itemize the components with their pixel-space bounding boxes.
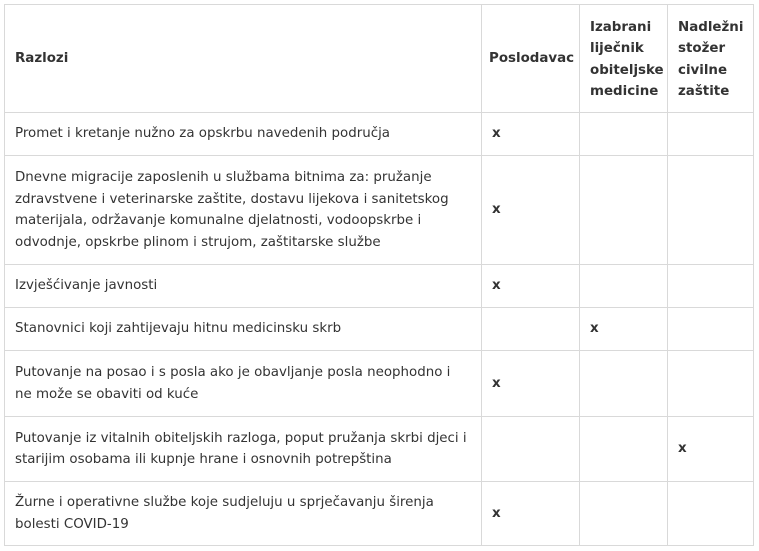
stozer-cell xyxy=(668,113,754,156)
reason-cell: Izvješćivanje javnosti xyxy=(5,265,482,308)
table-row xyxy=(5,417,754,482)
lijecnik-cell xyxy=(580,482,668,546)
table-row xyxy=(5,482,754,546)
header-row xyxy=(5,5,754,113)
stozer-cell xyxy=(668,265,754,308)
lijecnik-cell xyxy=(580,351,668,417)
stozer-cell xyxy=(668,482,754,546)
header-poslodavac: Poslodavac xyxy=(482,5,580,113)
table-row xyxy=(5,351,754,417)
stozer-cell xyxy=(668,351,754,417)
poslodavac-cell: x xyxy=(482,482,580,546)
header-razlozi: Razlozi xyxy=(5,5,482,113)
poslodavac-cell xyxy=(482,308,580,351)
poslodavac-cell: x xyxy=(482,351,580,417)
stozer-cell xyxy=(668,308,754,351)
reason-cell: Žurne i operativne službe koje sudjeluju u sprječavanju širenja bolesti COVID-19 xyxy=(5,482,482,546)
reason-cell: Putovanje iz vitalnih obiteljskih razloga, poput pružanja skrbi djeci i starijim osobama ili kupnje hrane i osnovnih potrepština xyxy=(5,417,482,482)
poslodavac-cell: x xyxy=(482,113,580,156)
table-row xyxy=(5,156,754,265)
table-row xyxy=(5,308,754,351)
lijecnik-cell xyxy=(580,156,668,265)
reason-cell: Stanovnici koji zahtijevaju hitnu medicinsku skrb xyxy=(5,308,482,351)
header-stozer: Nadležni stožer civilne zaštite xyxy=(668,5,754,113)
poslodavac-cell xyxy=(482,417,580,482)
lijecnik-cell xyxy=(580,265,668,308)
reason-cell: Promet i kretanje nužno za opskrbu navedenih područja xyxy=(5,113,482,156)
table-row xyxy=(5,113,754,156)
lijecnik-cell xyxy=(580,417,668,482)
lijecnik-cell: x xyxy=(580,308,668,351)
lijecnik-cell xyxy=(580,113,668,156)
table-row xyxy=(5,265,754,308)
poslodavac-cell: x xyxy=(482,156,580,265)
poslodavac-cell: x xyxy=(482,265,580,308)
reason-cell: Dnevne migracije zaposlenih u službama bitnima za: pružanje zdravstvene i veterinarske zaštite, dostavu lijekova i sanitetskog materijala, održavanje komunalne djelatnosti, vodoopskrbe i odvodnje, opskrbe plinom i strujom, zaštitarske službe xyxy=(5,156,482,265)
reason-cell: Putovanje na posao i s posla ako je obavljanje posla neophodno i ne može se obaviti od kuće xyxy=(5,351,482,417)
stozer-cell xyxy=(668,156,754,265)
header-lijecnik: Izabrani liječnik obiteljske medicine xyxy=(580,5,668,113)
reasons-table xyxy=(4,4,754,546)
stozer-cell: x xyxy=(668,417,754,482)
